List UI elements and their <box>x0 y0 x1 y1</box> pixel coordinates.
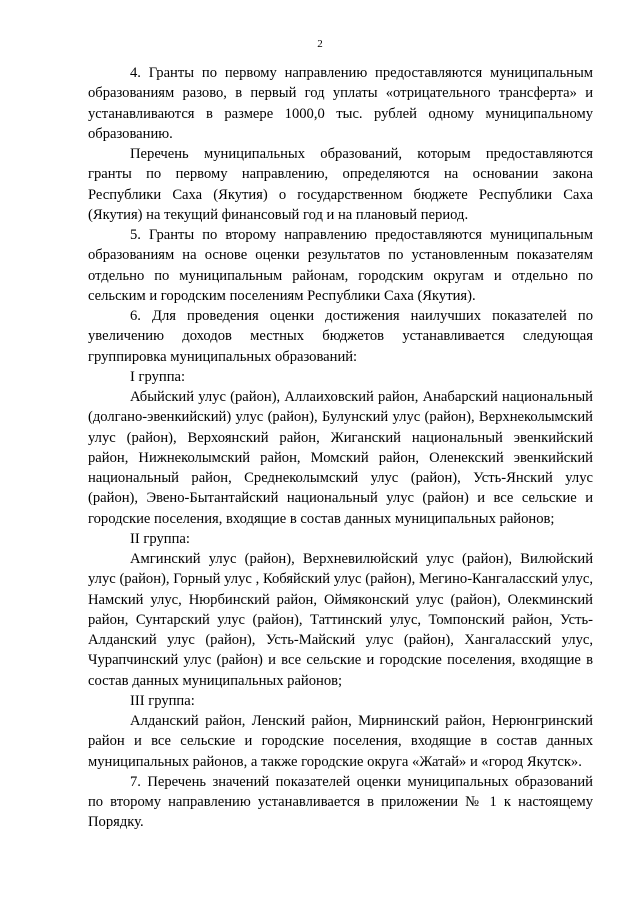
group-heading-2: II группа: <box>130 530 190 547</box>
paragraph-grants-second-direction: 5. Гранты по второму направлению предоставляются муниципальным образованиям на основе оценки результатов по установленным показателям отдельно по муниципальным районам, городским округам и отдельно по сельским и городским поселениям Республики Саха (Якутия). <box>88 227 593 304</box>
paragraph-grouping-intro: 6. Для проведения оценки достижения наилучших показателей по увеличению доходов местных бюджетов устанавливается следующая группировка муниципальных образований: <box>88 308 593 365</box>
document-body <box>88 63 593 833</box>
group-heading-1: I группа: <box>130 368 186 385</box>
group-2-list: Амгинский улус (район), Верхневилюйский улус (район), Вилюйский улус (район), Горный улус , Кобяйский улус (район), Мегино-Кангаласский улус, Намский улус, Нюрбинский район, Оймяконский улус (район), Олекминский район, Сунтарский улус (район), Таттинский улус, Томпонский район, Усть-Алданский улус (район), Усть-Майский улус (район), Хангаласский улус, Чурапчинский улус (район) и все сельские и городские поселения, входящие в состав данных муниципальных районов; <box>88 551 593 689</box>
paragraph-list-of-municipalities: Перечень муниципальных образований, которым предоставляются гранты по первому направлению, определяются на основании закона Республики Саха (Якутия) о государственном бюджете Республики Саха (Якутия) на текущий финансовый год и на плановый период. <box>88 146 593 223</box>
group-1-list: Абыйский улус (район), Аллаиховский район, Анабарский национальный (долгано-эвенкийский) улус (район), Булунский улус (район), Верхнеколымский улус (район), Верхоянский район, Жиганский национальный эвенкийский район, Нижнеколымский район, Момский район, Оленекский эвенкийский национальный район, Среднеколымский улус (район), Усть-Янский улус (район), Эвено-Бытантайский национальный улус (район) и все сельские и городские поселения, входящие в состав данных муниципальных районов; <box>88 389 593 527</box>
page-number: 2 <box>317 38 323 50</box>
group-3-list: Алданский район, Ленский район, Мирнинский район, Нерюнгринский район и все сельские и городские поселения, входящие в состав данных муниципальных районов, а также городские округа «Жатай» и «город Якутск». <box>88 713 593 770</box>
paragraph-indicator-values: 7. Перечень значений показателей оценки муниципальных образований по второму направлению устанавливается в приложении № 1 к настоящему Порядку. <box>88 773 593 831</box>
paragraph-grants-first-direction: 4. Гранты по первому направлению предоставляются муниципальным образованиям разово, в первый год уплаты «отрицательного трансферта» и устанавливаются в размере 1000,0 тыс. рублей одному муниципальному образованию. <box>88 65 593 142</box>
group-heading-3: III группа: <box>130 692 195 709</box>
